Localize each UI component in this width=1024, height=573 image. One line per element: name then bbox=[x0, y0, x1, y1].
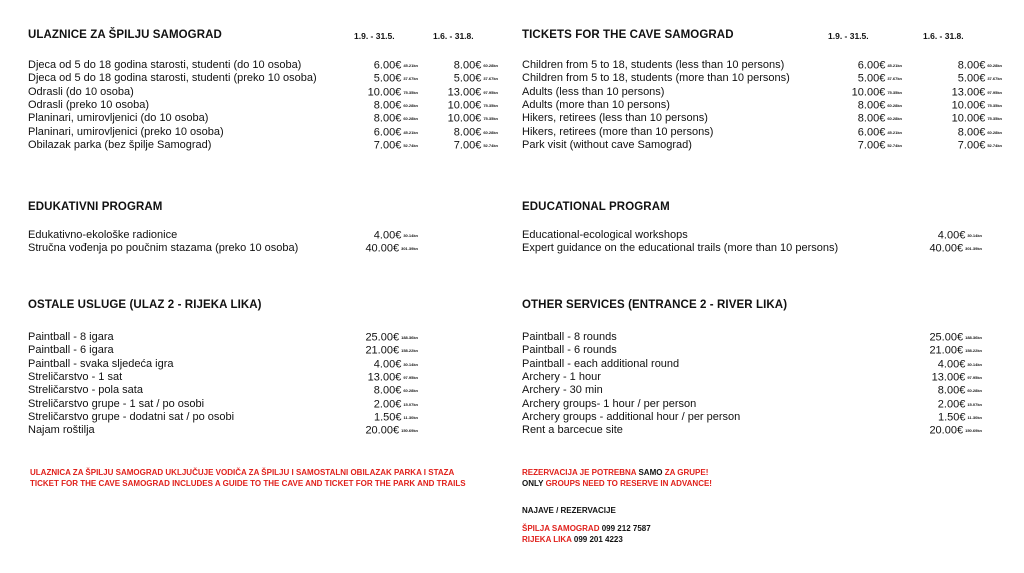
price-cell-1 bbox=[938, 384, 982, 397]
price-kn: 158.22kn bbox=[965, 348, 982, 354]
price-cell-1 bbox=[858, 139, 902, 152]
price-label: Planinari, umirovljenici (preko 10 osoba) bbox=[28, 125, 224, 138]
price-row bbox=[28, 242, 498, 255]
price-eur: 6.00€ bbox=[857, 125, 886, 138]
price-label: Streličarstvo grupe - 1 sat / po osobi bbox=[28, 397, 205, 410]
price-cell-2 bbox=[958, 126, 1002, 139]
price-kn: 75.35kn bbox=[987, 116, 1002, 122]
contact-title: NAJAVE / REZERVACIJE bbox=[522, 506, 616, 515]
price-label: Expert guidance on the educational trails (more than 10 persons) bbox=[522, 242, 839, 255]
price-eur: 8.00€ bbox=[373, 112, 402, 125]
price-cell-2 bbox=[958, 59, 1002, 72]
price-kn: 188.36kn bbox=[965, 335, 982, 340]
price-cell-1 bbox=[374, 358, 418, 371]
reservation-note-hr bbox=[522, 467, 708, 478]
price-row bbox=[28, 424, 498, 437]
price-cell-1 bbox=[858, 112, 902, 125]
price-label: Hikers, retirees (more than 10 persons) bbox=[522, 125, 714, 138]
price-row bbox=[28, 86, 498, 99]
price-kn: 30.14kn bbox=[967, 361, 982, 367]
price-eur: 6.00€ bbox=[373, 125, 402, 138]
price-eur: 25.00€ bbox=[929, 331, 964, 344]
price-label: Djeca od 5 do 18 godina starosti, studenti (preko 10 osoba) bbox=[28, 72, 317, 85]
price-eur: 5.00€ bbox=[453, 72, 482, 85]
price-label: Archery - 30 min bbox=[522, 384, 603, 397]
price-kn: 60.28kn bbox=[403, 116, 418, 122]
price-kn: 52.74kn bbox=[887, 142, 902, 148]
price-row bbox=[28, 371, 498, 384]
price-kn: 45.21kn bbox=[403, 129, 418, 135]
price-cell-1 bbox=[374, 411, 418, 424]
price-cell-1 bbox=[929, 424, 982, 437]
price-eur: 7.00€ bbox=[453, 139, 482, 152]
price-row bbox=[522, 126, 1002, 139]
price-cell-2 bbox=[448, 99, 498, 112]
price-row bbox=[522, 358, 1002, 371]
price-eur: 8.00€ bbox=[957, 125, 986, 138]
price-kn: 97.95kn bbox=[483, 89, 498, 95]
price-cell-1 bbox=[938, 398, 982, 411]
price-cell-2 bbox=[952, 112, 1002, 125]
price-row bbox=[28, 112, 498, 125]
price-row bbox=[522, 424, 1002, 437]
section-title: TICKETS FOR THE CAVE SAMOGRAD bbox=[522, 29, 734, 41]
price-kn: 37.67kn bbox=[987, 76, 1002, 82]
price-kn: 60.28kn bbox=[483, 129, 498, 135]
price-eur: 8.00€ bbox=[453, 125, 482, 138]
price-cell-1 bbox=[374, 384, 418, 397]
price-cell-1 bbox=[858, 126, 902, 139]
price-eur: 1.50€ bbox=[374, 411, 402, 424]
price-kn: 11.30kn bbox=[967, 414, 982, 420]
price-kn: 60.28kn bbox=[987, 129, 1002, 135]
price-row bbox=[28, 99, 498, 112]
price-eur: 40.00€ bbox=[365, 242, 400, 255]
price-kn: 75.35kn bbox=[483, 102, 498, 108]
price-kn: 52.74kn bbox=[403, 142, 418, 148]
price-cell-1 bbox=[929, 242, 982, 255]
price-label: Archery groups- 1 hour / per person bbox=[522, 397, 697, 410]
price-label: Park visit (without cave Samograd) bbox=[522, 138, 692, 151]
price-eur: 21.00€ bbox=[929, 344, 964, 357]
price-eur: 8.00€ bbox=[373, 99, 402, 112]
price-eur: 8.00€ bbox=[857, 99, 886, 112]
price-cell-2 bbox=[958, 139, 1002, 152]
price-kn: 60.28kn bbox=[967, 388, 982, 394]
price-label: Children from 5 to 18, students (less than 10 persons) bbox=[522, 59, 785, 71]
price-kn: 301.39kn bbox=[965, 246, 982, 252]
price-cell-1 bbox=[374, 59, 418, 72]
price-row bbox=[522, 139, 1002, 152]
price-cell-2 bbox=[454, 72, 498, 85]
price-cell-2 bbox=[952, 99, 1002, 112]
section-title: OTHER SERVICES (ENTRANCE 2 - RIVER LIKA) bbox=[522, 299, 788, 311]
price-cell-2 bbox=[454, 139, 498, 152]
price-eur: 4.00€ bbox=[937, 229, 966, 242]
price-cell-1 bbox=[938, 411, 982, 424]
price-kn: 188.36kn bbox=[401, 335, 418, 340]
price-label: Najam roštilja bbox=[28, 424, 95, 437]
reservation-note-pre: REZERVACIJA JE POTREBNA bbox=[522, 468, 639, 477]
season-header-2: 1.6. - 31.8. bbox=[433, 31, 474, 41]
price-row bbox=[522, 411, 1002, 424]
price-label: Paintball - 6 igara bbox=[28, 344, 114, 357]
price-kn: 45.21kn bbox=[887, 129, 902, 135]
price-eur: 2.00€ bbox=[373, 397, 402, 410]
contact-label: ŠPILJA SAMOGRAD bbox=[522, 524, 600, 533]
price-cell-1 bbox=[932, 371, 982, 384]
price-row bbox=[28, 139, 498, 152]
contact-phone[interactable]: 099 201 4223 bbox=[573, 535, 623, 544]
price-label: Paintball - 6 rounds bbox=[522, 344, 617, 357]
price-eur: 10.00€ bbox=[367, 86, 402, 98]
price-cell-1 bbox=[858, 59, 902, 72]
contact-label: RIJEKA LIKA bbox=[522, 535, 572, 544]
price-row bbox=[522, 86, 1002, 99]
price-eur: 8.00€ bbox=[957, 59, 986, 72]
price-row bbox=[522, 72, 1002, 85]
price-row bbox=[522, 331, 1002, 344]
price-row bbox=[28, 331, 498, 344]
ticket-note-hr: ULAZNICA ZA ŠPILJU SAMOGRAD UKLJUČUJE VODIČA ZA ŠPILJU I SAMOSTALNI OBILAZAK PARKA I STAZA bbox=[30, 468, 455, 477]
price-row bbox=[522, 112, 1002, 125]
price-kn: 45.21kn bbox=[403, 63, 418, 68]
price-kn: 75.35kn bbox=[403, 89, 418, 95]
price-cell-1 bbox=[374, 229, 418, 242]
price-cell-1 bbox=[368, 371, 418, 384]
price-label: Adults (less than 10 persons) bbox=[522, 85, 665, 98]
price-eur: 10.00€ bbox=[851, 86, 886, 98]
price-label: Paintball - 8 rounds bbox=[522, 331, 617, 343]
price-eur: 13.00€ bbox=[931, 371, 966, 384]
price-kn: 75.35kn bbox=[483, 116, 498, 122]
price-cell-1 bbox=[852, 86, 902, 99]
price-kn: 30.14kn bbox=[967, 233, 982, 238]
price-eur: 6.00€ bbox=[857, 59, 886, 72]
price-cell-2 bbox=[448, 112, 498, 125]
price-kn: 60.28kn bbox=[483, 63, 498, 68]
price-eur: 10.00€ bbox=[447, 112, 482, 125]
price-label: Streličarstvo grupe - dodatni sat / po osobi bbox=[28, 410, 235, 423]
price-cell-1 bbox=[374, 398, 418, 411]
price-cell-1 bbox=[374, 112, 418, 125]
price-label: Educational-ecological workshops bbox=[522, 229, 688, 241]
price-label: Odrasli (preko 10 osoba) bbox=[28, 98, 150, 111]
price-row bbox=[28, 72, 498, 85]
price-eur: 8.00€ bbox=[937, 384, 966, 397]
ticket-note-en: TICKET FOR THE CAVE SAMOGRAD INCLUDES A GUIDE TO THE CAVE AND TICKET FOR THE PARK AND TRAILS bbox=[30, 479, 466, 488]
price-row bbox=[522, 371, 1002, 384]
price-row bbox=[522, 242, 1002, 255]
price-eur: 25.00€ bbox=[365, 331, 400, 344]
price-kn: 301.39kn bbox=[401, 246, 418, 252]
price-cell-2 bbox=[454, 59, 498, 72]
price-label: Streličarstvo - pola sata bbox=[28, 384, 143, 397]
price-kn: 75.35kn bbox=[987, 102, 1002, 108]
price-kn: 97.95kn bbox=[967, 374, 982, 380]
price-label: Hikers, retirees (less than 10 persons) bbox=[522, 112, 708, 125]
price-cell-1 bbox=[368, 86, 418, 99]
price-label: Paintball - svaka sljedeća igra bbox=[28, 357, 174, 370]
price-eur: 13.00€ bbox=[367, 371, 402, 384]
price-label: Planinari, umirovljenici (do 10 osoba) bbox=[28, 112, 209, 125]
price-label: Stručna vođenja po poučnim stazama (preko 10 osoba) bbox=[28, 242, 299, 255]
price-kn: 60.28kn bbox=[403, 388, 418, 394]
price-kn: 37.67kn bbox=[403, 76, 418, 82]
reservation-note-emph: SAMO bbox=[638, 468, 663, 477]
price-row bbox=[522, 344, 1002, 357]
price-eur: 21.00€ bbox=[365, 344, 400, 357]
price-cell-1 bbox=[374, 99, 418, 112]
price-label: Paintball - 8 igara bbox=[28, 331, 114, 343]
price-row bbox=[28, 358, 498, 371]
price-cell-1 bbox=[929, 344, 982, 357]
price-row bbox=[522, 229, 1002, 242]
price-eur: 4.00€ bbox=[373, 358, 402, 370]
section-title: ULAZNICE ZA ŠPILJU SAMOGRAD bbox=[28, 29, 222, 41]
price-label: Obilazak parka (bez špilje Samograd) bbox=[28, 138, 212, 151]
price-label: Archery - 1 hour bbox=[522, 370, 601, 383]
price-cell-1 bbox=[929, 331, 982, 344]
price-eur: 2.00€ bbox=[937, 397, 966, 410]
price-label: Djeca od 5 do 18 godina starosti, studenti (do 10 osoba) bbox=[28, 59, 302, 71]
price-kn: 30.14kn bbox=[403, 233, 418, 238]
price-cell-1 bbox=[938, 358, 982, 371]
price-cell-2 bbox=[958, 72, 1002, 85]
price-row bbox=[28, 344, 498, 357]
price-kn: 52.74kn bbox=[483, 142, 498, 148]
price-row bbox=[28, 59, 498, 72]
price-label: Paintball - each additional round bbox=[522, 357, 680, 370]
price-eur: 7.00€ bbox=[857, 139, 886, 152]
reservation-note-emph: ONLY bbox=[522, 479, 544, 488]
price-kn: 37.67kn bbox=[483, 76, 498, 82]
price-kn: 60.28kn bbox=[403, 102, 418, 108]
price-eur: 8.00€ bbox=[453, 59, 482, 72]
price-cell-2 bbox=[448, 86, 498, 99]
contact-cave bbox=[522, 523, 651, 534]
price-cell-1 bbox=[365, 344, 418, 357]
section-title: EDUKATIVNI PROGRAM bbox=[28, 201, 163, 213]
contact-river bbox=[522, 534, 623, 545]
price-row bbox=[28, 384, 498, 397]
price-cell-1 bbox=[374, 126, 418, 139]
price-eur: 7.00€ bbox=[373, 139, 402, 152]
price-label: Adults (more than 10 persons) bbox=[522, 98, 670, 111]
price-eur: 13.00€ bbox=[447, 86, 482, 98]
price-kn: 15.07kn bbox=[403, 401, 418, 407]
price-cell-1 bbox=[938, 229, 982, 242]
price-eur: 5.00€ bbox=[373, 72, 402, 85]
price-cell-1 bbox=[365, 242, 418, 255]
price-kn: 37.67kn bbox=[887, 76, 902, 82]
price-row bbox=[28, 398, 498, 411]
price-kn: 150.69kn bbox=[965, 428, 982, 434]
price-eur: 4.00€ bbox=[937, 358, 966, 370]
reservation-note-post: GROUPS NEED TO RESERVE IN ADVANCE! bbox=[543, 479, 712, 488]
price-kn: 150.69kn bbox=[401, 428, 418, 434]
price-label: Rent a barcecue site bbox=[522, 424, 623, 437]
price-row bbox=[28, 126, 498, 139]
price-label: Odrasli (do 10 osoba) bbox=[28, 85, 134, 98]
price-kn: 75.35kn bbox=[887, 89, 902, 95]
contact-phone[interactable]: 099 212 7587 bbox=[601, 524, 651, 533]
price-kn: 45.21kn bbox=[887, 63, 902, 68]
price-eur: 40.00€ bbox=[929, 242, 964, 255]
price-kn: 52.74kn bbox=[987, 142, 1002, 148]
price-eur: 10.00€ bbox=[447, 99, 482, 112]
price-eur: 5.00€ bbox=[857, 72, 886, 85]
price-cell-2 bbox=[454, 126, 498, 139]
price-kn: 11.30kn bbox=[403, 414, 418, 420]
price-eur: 10.00€ bbox=[951, 99, 986, 112]
price-eur: 1.50€ bbox=[938, 411, 966, 424]
price-label: Streličarstvo - 1 sat bbox=[28, 370, 123, 383]
reservation-note-en bbox=[522, 478, 712, 489]
price-eur: 20.00€ bbox=[365, 424, 400, 437]
price-eur: 13.00€ bbox=[951, 86, 986, 98]
price-kn: 60.28kn bbox=[887, 102, 902, 108]
season-header-1: 1.9. - 31.5. bbox=[354, 31, 395, 41]
price-kn: 60.28kn bbox=[887, 116, 902, 122]
price-cell-1 bbox=[374, 72, 418, 85]
price-eur: 5.00€ bbox=[957, 72, 986, 85]
price-row bbox=[522, 99, 1002, 112]
price-cell-2 bbox=[952, 86, 1002, 99]
price-row bbox=[522, 59, 1002, 72]
price-label: Archery groups - additional hour / per person bbox=[522, 410, 741, 423]
price-cell-1 bbox=[365, 331, 418, 344]
season-header-2: 1.6. - 31.8. bbox=[923, 31, 964, 41]
price-kn: 15.07kn bbox=[967, 401, 982, 407]
price-kn: 60.28kn bbox=[987, 63, 1002, 68]
section-title: EDUCATIONAL PROGRAM bbox=[522, 201, 670, 213]
price-cell-1 bbox=[365, 424, 418, 437]
price-cell-1 bbox=[858, 72, 902, 85]
section-title: OSTALE USLUGE (ULAZ 2 - RIJEKA LIKA) bbox=[28, 299, 262, 311]
price-eur: 4.00€ bbox=[373, 229, 402, 242]
price-cell-1 bbox=[374, 139, 418, 152]
season-header-1: 1.9. - 31.5. bbox=[828, 31, 869, 41]
price-row bbox=[28, 411, 498, 424]
price-row bbox=[522, 398, 1002, 411]
price-kn: 158.22kn bbox=[401, 348, 418, 354]
price-eur: 7.00€ bbox=[957, 139, 986, 152]
price-row bbox=[28, 229, 498, 242]
price-eur: 6.00€ bbox=[373, 59, 402, 72]
price-kn: 30.14kn bbox=[403, 361, 418, 367]
price-eur: 20.00€ bbox=[929, 424, 964, 437]
reservation-note-post: ZA GRUPE! bbox=[662, 468, 709, 477]
price-eur: 8.00€ bbox=[373, 384, 402, 397]
price-eur: 10.00€ bbox=[951, 112, 986, 125]
price-row bbox=[522, 384, 1002, 397]
price-label: Children from 5 to 18, students (more than 10 persons) bbox=[522, 72, 790, 85]
price-label: Edukativno-ekološke radionice bbox=[28, 229, 178, 241]
price-kn: 97.95kn bbox=[403, 374, 418, 380]
price-kn: 97.95kn bbox=[987, 89, 1002, 95]
price-eur: 8.00€ bbox=[857, 112, 886, 125]
price-cell-1 bbox=[858, 99, 902, 112]
